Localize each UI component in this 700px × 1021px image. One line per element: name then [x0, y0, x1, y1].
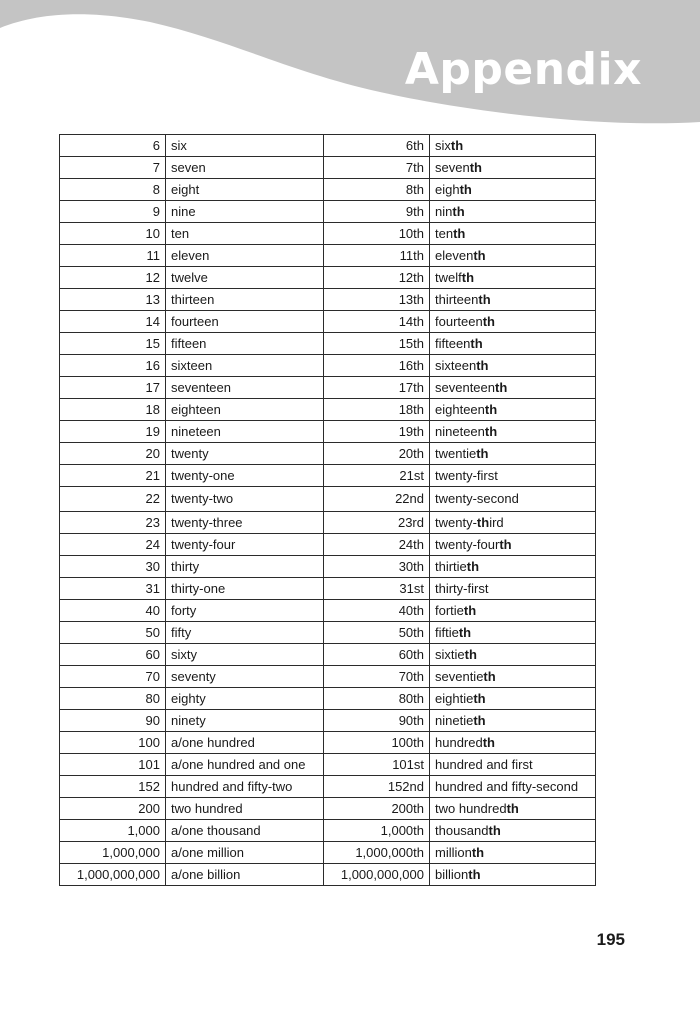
ordinal-word-base: thousand [435, 822, 489, 838]
ordinal-word-cell [430, 377, 596, 399]
ordinal-number-cell: 1,000,000,000 [324, 864, 430, 886]
ordinal-suffix: th [499, 536, 512, 552]
ordinal-word-base: sixtie [435, 646, 465, 662]
ordinal-suffix: th [478, 291, 491, 307]
ordinal-number-cell: 101st [324, 754, 430, 776]
ordinal-word-base: ninetie [435, 712, 474, 728]
ordinal-number-cell: 90th [324, 710, 430, 732]
ordinal-word-cell [430, 732, 596, 754]
page-title: Appendix [404, 44, 642, 95]
ordinal-number-cell: 10th [324, 223, 430, 245]
table-row [60, 289, 596, 311]
cardinal-number-cell: 101 [60, 754, 166, 776]
cardinal-word-cell: ninety [166, 710, 324, 732]
ordinal-word-cell [430, 245, 596, 267]
ordinal-suffix: th [464, 646, 477, 662]
ordinal-word-base: seven [435, 159, 470, 175]
ordinal-word-cell [430, 754, 596, 776]
table-row [60, 223, 596, 245]
ordinal-word-cell [430, 820, 596, 842]
cardinal-number-cell: 19 [60, 421, 166, 443]
cardinal-number-cell: 17 [60, 377, 166, 399]
ordinal-word-base: thirtie [435, 558, 467, 574]
table-body [60, 135, 596, 886]
table-row [60, 157, 596, 179]
cardinal-word-cell: sixty [166, 644, 324, 666]
cardinal-word-cell: a/one million [166, 842, 324, 864]
ordinal-word-base: twenty-first [435, 467, 498, 483]
cardinal-word-cell: twenty-one [166, 465, 324, 487]
cardinal-word-cell: two hundred [166, 798, 324, 820]
table-row [60, 578, 596, 600]
cardinal-number-cell: 8 [60, 179, 166, 201]
ordinal-word-cell [430, 135, 596, 157]
ordinal-suffix: th [484, 423, 498, 439]
table-row [60, 666, 596, 688]
ordinal-word-cell [430, 179, 596, 201]
ordinal-word-cell [430, 622, 596, 644]
ordinal-suffix: th [452, 203, 465, 219]
cardinal-number-cell: 7 [60, 157, 166, 179]
ordinal-word-cell [430, 776, 596, 798]
ordinal-suffix: th [484, 401, 498, 417]
cardinal-number-cell: 11 [60, 245, 166, 267]
ordinal-number-cell: 23rd [324, 512, 430, 534]
ordinal-suffix: th [476, 445, 489, 461]
ordinal-word-cell [430, 443, 596, 465]
cardinal-number-cell: 16 [60, 355, 166, 377]
cardinal-number-cell: 60 [60, 644, 166, 666]
ordinal-word-cell [430, 864, 596, 886]
cardinal-word-cell: seven [166, 157, 324, 179]
ordinal-suffix: th [473, 690, 486, 706]
ordinal-number-cell: 1,000th [324, 820, 430, 842]
ordinal-word-cell [430, 421, 596, 443]
ordinal-word-base: fourteen [435, 313, 483, 329]
table-row [60, 179, 596, 201]
ordinal-word-base: billion [435, 866, 469, 882]
ordinal-word-base: sixteen [435, 357, 477, 373]
ordinal-number-cell: 20th [324, 443, 430, 465]
ordinal-suffix: th [458, 624, 472, 640]
table-row [60, 776, 596, 798]
cardinal-word-cell: twenty [166, 443, 324, 465]
table-row [60, 333, 596, 355]
ordinal-word-base: fortie [435, 602, 464, 618]
cardinal-number-cell: 1,000,000,000 [60, 864, 166, 886]
ordinal-number-cell: 17th [324, 377, 430, 399]
table-row [60, 421, 596, 443]
cardinal-number-cell: 70 [60, 666, 166, 688]
cardinal-number-cell: 21 [60, 465, 166, 487]
cardinal-number-cell: 152 [60, 776, 166, 798]
ordinal-word-base: twelf [435, 269, 462, 285]
cardinal-number-cell: 30 [60, 556, 166, 578]
cardinal-word-cell: eight [166, 179, 324, 201]
ordinal-word-base: million [435, 844, 472, 860]
ordinal-suffix: th [482, 313, 495, 329]
ordinal-word-cell [430, 399, 596, 421]
cardinal-number-cell: 13 [60, 289, 166, 311]
table-row [60, 399, 596, 421]
ordinal-number-cell: 8th [324, 179, 430, 201]
table-row [60, 798, 596, 820]
table-row [60, 512, 596, 534]
ordinal-word-base: eleven [435, 247, 474, 263]
ordinal-word-base: six [435, 137, 451, 153]
table-row [60, 377, 596, 399]
ordinal-word-cell [430, 710, 596, 732]
ordinal-suffix: th [470, 335, 483, 351]
cardinal-word-cell: eighty [166, 688, 324, 710]
cardinal-word-cell: twelve [166, 267, 324, 289]
table-row [60, 710, 596, 732]
ordinal-number-cell: 200th [324, 798, 430, 820]
ordinal-word-base: seventeen [435, 379, 495, 395]
cardinal-word-cell: twenty-four [166, 534, 324, 556]
ordinal-word-cell [430, 201, 596, 223]
table-row [60, 267, 596, 289]
cardinal-word-cell: seventy [166, 666, 324, 688]
cardinal-number-cell: 80 [60, 688, 166, 710]
ordinal-word-base: eigh [435, 181, 460, 197]
ordinal-word-cell [430, 600, 596, 622]
ordinal-word-cell [430, 512, 596, 534]
ordinal-number-cell: 100th [324, 732, 430, 754]
table-row [60, 644, 596, 666]
cardinal-word-cell: eighteen [166, 399, 324, 421]
ordinal-word-base: hundred and first [435, 756, 533, 772]
ordinal-word-cell [430, 267, 596, 289]
ordinal-suffix: th [476, 357, 489, 373]
ordinal-word-cell [430, 556, 596, 578]
ordinal-word-cell [430, 465, 596, 487]
cardinal-word-cell: thirty [166, 556, 324, 578]
cardinal-number-cell: 50 [60, 622, 166, 644]
ordinal-word-cell [430, 534, 596, 556]
cardinal-word-cell: twenty-two [166, 487, 324, 512]
ordinal-number-cell: 30th [324, 556, 430, 578]
ordinal-number-cell: 11th [324, 245, 430, 267]
ordinal-word-cell [430, 644, 596, 666]
table-row [60, 355, 596, 377]
cardinal-word-cell: hundred and fifty-two [166, 776, 324, 798]
ordinal-word-base: fifteen [435, 335, 471, 351]
ordinal-suffix: th [463, 602, 477, 618]
cardinal-word-cell: a/one thousand [166, 820, 324, 842]
ordinal-suffix: th [506, 800, 519, 816]
ordinal-word-cell [430, 355, 596, 377]
ordinal-suffix: th [466, 558, 480, 574]
cardinal-number-cell: 1,000,000 [60, 842, 166, 864]
cardinal-word-cell: twenty-three [166, 512, 324, 534]
cardinal-number-cell: 1,000 [60, 820, 166, 842]
table-row [60, 556, 596, 578]
ordinal-number-cell: 1,000,000th [324, 842, 430, 864]
ordinal-word-base: seventie [435, 668, 484, 684]
table-row [60, 842, 596, 864]
cardinal-word-cell: six [166, 135, 324, 157]
ordinal-number-cell: 31st [324, 578, 430, 600]
cardinal-number-cell: 40 [60, 600, 166, 622]
ordinal-suffix: th [473, 247, 486, 263]
table-row [60, 245, 596, 267]
cardinal-word-cell: nineteen [166, 421, 324, 443]
ordinal-suffix: th [483, 668, 496, 684]
ordinal-word-base: twenty-four [435, 536, 500, 552]
ordinal-word-base: fiftie [435, 624, 459, 640]
ordinal-number-cell: 14th [324, 311, 430, 333]
ordinal-suffix: th [468, 866, 481, 882]
ordinal-suffix: th [453, 225, 466, 241]
ordinal-word-cell [430, 798, 596, 820]
cardinal-word-cell: forty [166, 600, 324, 622]
cardinal-number-cell: 22 [60, 487, 166, 512]
ordinal-suffix: th [450, 137, 464, 153]
ordinal-number-cell: 15th [324, 333, 430, 355]
cardinal-number-cell: 12 [60, 267, 166, 289]
ordinal-word-base: twenty-second [435, 491, 519, 506]
ordinal-word-base: twentie [435, 445, 477, 461]
cardinal-word-cell: fifty [166, 622, 324, 644]
table-row [60, 311, 596, 333]
ordinal-number-cell: 7th [324, 157, 430, 179]
cardinal-number-cell: 200 [60, 798, 166, 820]
table-row [60, 754, 596, 776]
ordinal-number-cell: 24th [324, 534, 430, 556]
ordinal-word-base: thirty-first [435, 580, 489, 596]
ordinal-numbers-table [59, 134, 596, 886]
table-row [60, 732, 596, 754]
table-row [60, 688, 596, 710]
ordinal-suffix: th [488, 822, 501, 838]
ordinal-word-cell [430, 157, 596, 179]
cardinal-number-cell: 31 [60, 578, 166, 600]
table-row [60, 201, 596, 223]
cardinal-word-cell: thirteen [166, 289, 324, 311]
ordinal-word-base: hundred [435, 734, 483, 750]
ordinal-number-cell: 70th [324, 666, 430, 688]
ordinal-number-cell: 16th [324, 355, 430, 377]
cardinal-number-cell: 9 [60, 201, 166, 223]
ordinal-number-cell: 12th [324, 267, 430, 289]
cardinal-number-cell: 90 [60, 710, 166, 732]
ordinal-suffix: th [473, 712, 486, 728]
ordinal-word-cell [430, 842, 596, 864]
cardinal-word-cell: fifteen [166, 333, 324, 355]
table-row [60, 864, 596, 886]
ordinal-word-cell [430, 578, 596, 600]
cardinal-word-cell: ten [166, 223, 324, 245]
ordinal-word-base: nineteen [435, 423, 485, 439]
table-row [60, 135, 596, 157]
ordinal-word-cell [430, 289, 596, 311]
table-row [60, 600, 596, 622]
cardinal-word-cell: a/one hundred [166, 732, 324, 754]
ordinal-word-cell [430, 223, 596, 245]
ordinal-number-cell: 50th [324, 622, 430, 644]
cardinal-number-cell: 100 [60, 732, 166, 754]
cardinal-number-cell: 20 [60, 443, 166, 465]
ordinal-number-cell: 80th [324, 688, 430, 710]
table-row [60, 820, 596, 842]
table-row [60, 465, 596, 487]
ordinal-word-base: ten [435, 225, 454, 241]
cardinal-number-cell: 18 [60, 399, 166, 421]
ordinal-word-base: eightie [435, 690, 474, 706]
ordinal-word-cell [430, 688, 596, 710]
ordinal-word-base: two hundred [435, 800, 507, 816]
ordinal-word-base: thirteen [435, 291, 479, 307]
cardinal-number-cell: 10 [60, 223, 166, 245]
ordinal-number-cell: 9th [324, 201, 430, 223]
ordinal-number-cell: 152nd [324, 776, 430, 798]
page-number: 195 [596, 930, 625, 949]
ordinal-number-cell: 18th [324, 399, 430, 421]
ordinal-number-cell: 13th [324, 289, 430, 311]
ordinal-word-rest: ird [489, 514, 504, 530]
ordinal-number-cell: 40th [324, 600, 430, 622]
cardinal-number-cell: 6 [60, 135, 166, 157]
ordinal-suffix: th [471, 844, 485, 860]
ordinal-number-cell: 21st [324, 465, 430, 487]
ordinal-word-cell [430, 487, 596, 512]
ordinal-number-cell: 60th [324, 644, 430, 666]
ordinal-word-base: nin [435, 203, 453, 219]
table-row [60, 534, 596, 556]
ordinal-suffix: th [482, 734, 495, 750]
ordinal-word-cell [430, 666, 596, 688]
ordinal-number-cell: 22nd [324, 487, 430, 512]
cardinal-number-cell: 24 [60, 534, 166, 556]
cardinal-word-cell: sixteen [166, 355, 324, 377]
ordinal-suffix: th [476, 514, 490, 530]
ordinal-suffix: th [461, 269, 475, 285]
ordinal-word-cell [430, 333, 596, 355]
ordinal-suffix: th [469, 159, 482, 175]
table-row [60, 443, 596, 465]
table-row [60, 622, 596, 644]
ordinal-word-base: eighteen [435, 401, 485, 417]
cardinal-number-cell: 14 [60, 311, 166, 333]
cardinal-word-cell: a/one billion [166, 864, 324, 886]
cardinal-word-cell: a/one hundred and one [166, 754, 324, 776]
cardinal-word-cell: nine [166, 201, 324, 223]
ordinal-word-base: hundred and fifty-second [435, 778, 579, 794]
cardinal-number-cell: 23 [60, 512, 166, 534]
ordinal-number-cell: 6th [324, 135, 430, 157]
ordinal-word-base: twenty- [435, 514, 477, 530]
ordinal-word-cell [430, 311, 596, 333]
ordinal-suffix: th [459, 181, 472, 197]
cardinal-word-cell: seventeen [166, 377, 324, 399]
ordinal-suffix: th [495, 379, 508, 395]
ordinal-number-cell: 19th [324, 421, 430, 443]
cardinal-word-cell: eleven [166, 245, 324, 267]
table-row [60, 487, 596, 512]
cardinal-number-cell: 15 [60, 333, 166, 355]
cardinal-word-cell: thirty-one [166, 578, 324, 600]
cardinal-word-cell: fourteen [166, 311, 324, 333]
